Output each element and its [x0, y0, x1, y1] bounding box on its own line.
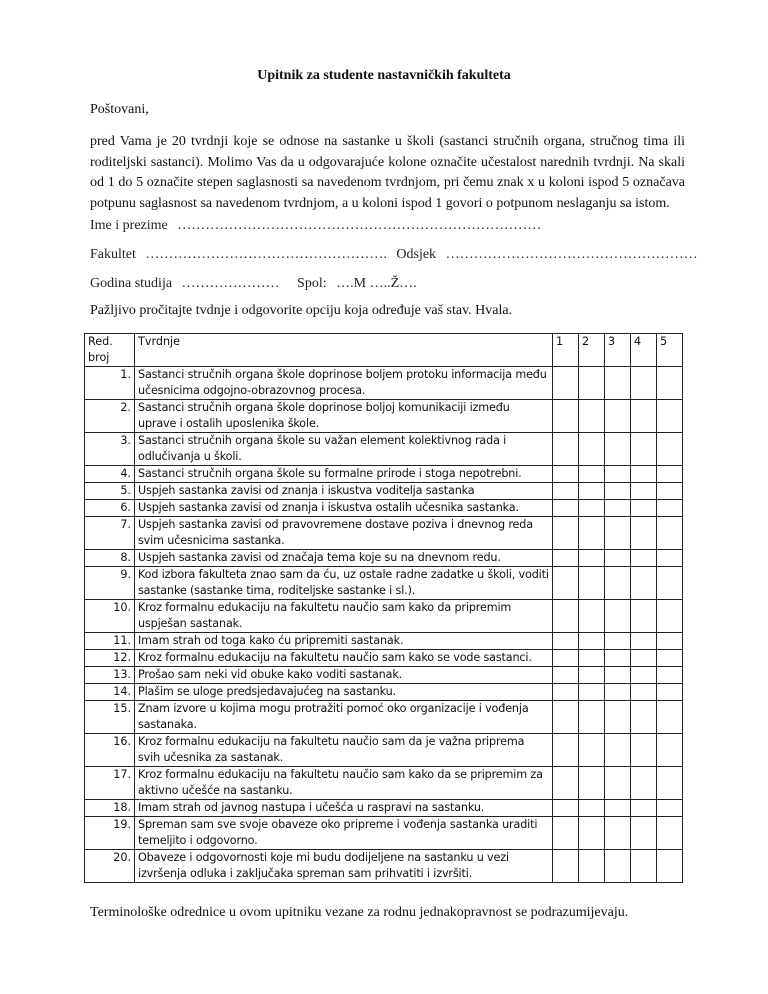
rating-cell-2[interactable] [579, 850, 605, 883]
rating-cell-1[interactable] [553, 667, 579, 684]
instruction-text: Pažljivo pročitajte tvdnje i odgovorite opciju koja određuje vaš stav. Hvala. [90, 303, 513, 318]
rating-cell-1[interactable] [553, 684, 579, 701]
rating-cell-3[interactable] [605, 567, 631, 600]
header-scale-4: 4 [631, 334, 657, 367]
rating-cell-5[interactable] [657, 466, 683, 483]
statement-text: Kroz formalnu edukaciju na fakultetu naučio sam kako da pripremim uspješan sastanak. [135, 600, 553, 633]
row-number: 6. [85, 500, 135, 517]
rating-cell-3[interactable] [605, 667, 631, 684]
row-number: 17. [85, 767, 135, 800]
rating-cell-2[interactable] [579, 684, 605, 701]
row-number: 18. [85, 800, 135, 817]
rating-cell-1[interactable] [553, 650, 579, 667]
table-row [85, 667, 683, 684]
rating-cell-5[interactable] [657, 400, 683, 433]
statement-text: Sastanci stručnih organa škole doprinose boljoj komunikaciji između uprave i ostalih uposlenika škole. [135, 400, 553, 433]
rating-cell-5[interactable] [657, 734, 683, 767]
row-number: 15. [85, 701, 135, 734]
greeting: Poštovani, [90, 102, 149, 117]
table-row [85, 500, 683, 517]
rating-cell-4[interactable] [631, 500, 657, 517]
rating-cell-2[interactable] [579, 500, 605, 517]
rating-cell-4[interactable] [631, 466, 657, 483]
rating-cell-1[interactable] [553, 567, 579, 600]
rating-cell-1[interactable] [553, 550, 579, 567]
header-scale-1: 1 [553, 334, 579, 367]
rating-cell-5[interactable] [657, 767, 683, 800]
table-row [85, 400, 683, 433]
rating-cell-1[interactable] [553, 483, 579, 500]
statement-text: Imam strah od toga kako ću pripremiti sastanak. [135, 633, 553, 650]
table-row [85, 367, 683, 400]
rating-cell-4[interactable] [631, 701, 657, 734]
year-label: Godina studija [90, 276, 173, 291]
rating-cell-3[interactable] [605, 517, 631, 550]
rating-cell-5[interactable] [657, 800, 683, 817]
rating-cell-1[interactable] [553, 633, 579, 650]
rating-cell-5[interactable] [657, 433, 683, 466]
sex-field[interactable]: ….M …..Ž…. [336, 276, 417, 291]
rating-cell-3[interactable] [605, 633, 631, 650]
rating-cell-2[interactable] [579, 367, 605, 400]
statement-text: Sastanci stručnih organa škole su formalne prirode i stoga nepotrebni. [135, 466, 553, 483]
table-row [85, 517, 683, 550]
rating-cell-3[interactable] [605, 500, 631, 517]
rating-cell-5[interactable] [657, 483, 683, 500]
rating-cell-4[interactable] [631, 767, 657, 800]
rating-cell-2[interactable] [579, 483, 605, 500]
sex-label: Spol: [297, 276, 327, 291]
rating-cell-4[interactable] [631, 367, 657, 400]
row-number: 5. [85, 483, 135, 500]
statement-text: Sastanci stručnih organa škole su važan element kolektivnog rada i odlučivanja u školi. [135, 433, 553, 466]
rating-cell-2[interactable] [579, 701, 605, 734]
year-sex-field-line [90, 276, 417, 292]
rating-cell-4[interactable] [631, 684, 657, 701]
rating-cell-4[interactable] [631, 567, 657, 600]
rating-cell-2[interactable] [579, 517, 605, 550]
rating-cell-1[interactable] [553, 367, 579, 400]
rating-cell-5[interactable] [657, 567, 683, 600]
rating-cell-5[interactable] [657, 684, 683, 701]
rating-cell-3[interactable] [605, 400, 631, 433]
rating-cell-3[interactable] [605, 550, 631, 567]
rating-cell-5[interactable] [657, 517, 683, 550]
rating-cell-1[interactable] [553, 433, 579, 466]
row-number: 14. [85, 684, 135, 701]
statement-text: Uspjeh sastanka zavisi od znanja i iskustva voditelja sastanka [135, 483, 553, 500]
table-row [85, 850, 683, 883]
row-number: 8. [85, 550, 135, 567]
rating-cell-1[interactable] [553, 500, 579, 517]
rating-cell-5[interactable] [657, 550, 683, 567]
rating-cell-5[interactable] [657, 667, 683, 684]
rating-cell-1[interactable] [553, 400, 579, 433]
statement-text: Uspjeh sastanka zavisi od pravovremene dostave poziva i dnevnog reda svim učesnicima sastanka. [135, 517, 553, 550]
statement-text: Uspjeh sastanka zavisi od znanja i iskustva ostalih učesnika sastanka. [135, 500, 553, 517]
faculty-label: Fakultet [90, 247, 136, 262]
row-number: 3. [85, 433, 135, 466]
statement-text: Obaveze i odgovornosti koje mi budu dodijeljene na sastanku u vezi izvršenja odluka i zaključaka spreman sam prihvatiti i izvršiti. [135, 850, 553, 883]
rating-cell-4[interactable] [631, 633, 657, 650]
rating-cell-4[interactable] [631, 550, 657, 567]
statement-text: Kod izbora fakulteta znao sam da ću, uz ostale radne zadatke u školi, voditi sastanke (sastanke tima, roditeljske sastanke i sl.). [135, 567, 553, 600]
rating-cell-3[interactable] [605, 483, 631, 500]
row-number: 19. [85, 817, 135, 850]
rating-cell-1[interactable] [553, 734, 579, 767]
rating-cell-2[interactable] [579, 667, 605, 684]
faculty-field[interactable]: ……………………………………………. [145, 247, 387, 262]
rating-cell-3[interactable] [605, 817, 631, 850]
year-field[interactable]: ………………… [181, 276, 280, 291]
table-row [85, 767, 683, 800]
statement-text: Spreman sam sve svoje obaveze oko pripreme i vođenja sastanka uraditi temeljito i odgovorno. [135, 817, 553, 850]
rating-cell-3[interactable] [605, 767, 631, 800]
rating-cell-2[interactable] [579, 734, 605, 767]
rating-cell-3[interactable] [605, 367, 631, 400]
rating-cell-3[interactable] [605, 600, 631, 633]
row-number: 11. [85, 633, 135, 650]
rating-cell-1[interactable] [553, 600, 579, 633]
statement-text: Znam izvore u kojima mogu protražiti pomoć oko organizacije i vođenja sastanaka. [135, 701, 553, 734]
rating-cell-4[interactable] [631, 650, 657, 667]
rating-cell-5[interactable] [657, 633, 683, 650]
rating-cell-3[interactable] [605, 734, 631, 767]
table-row [85, 684, 683, 701]
rating-cell-1[interactable] [553, 800, 579, 817]
rating-cell-2[interactable] [579, 550, 605, 567]
table-row [85, 567, 683, 600]
row-number: 9. [85, 567, 135, 600]
row-number: 16. [85, 734, 135, 767]
rating-cell-4[interactable] [631, 600, 657, 633]
rating-cell-1[interactable] [553, 817, 579, 850]
table-row [85, 734, 683, 767]
table-row [85, 466, 683, 483]
statement-text: Kroz formalnu edukaciju na fakultetu naučio sam kako se vode sastanci. [135, 650, 553, 667]
rating-cell-2[interactable] [579, 800, 605, 817]
dept-field[interactable]: ……………………………………………… [445, 247, 698, 262]
row-number: 20. [85, 850, 135, 883]
rating-cell-1[interactable] [553, 850, 579, 883]
statement-text: Kroz formalnu edukaciju na fakultetu naučio sam kako da se pripremim za aktivno učešće na sastanku. [135, 767, 553, 800]
rating-cell-4[interactable] [631, 850, 657, 883]
header-scale-2: 2 [579, 334, 605, 367]
rating-cell-3[interactable] [605, 650, 631, 667]
rating-cell-5[interactable] [657, 701, 683, 734]
rating-cell-5[interactable] [657, 650, 683, 667]
table-row [85, 600, 683, 633]
row-number: 7. [85, 517, 135, 550]
header-scale-5: 5 [657, 334, 683, 367]
name-field-line [90, 218, 541, 234]
row-number: 1. [85, 367, 135, 400]
rating-cell-4[interactable] [631, 667, 657, 684]
rating-cell-3[interactable] [605, 701, 631, 734]
rating-cell-3[interactable] [605, 684, 631, 701]
table-row [85, 483, 683, 500]
table-row [85, 701, 683, 734]
rating-cell-5[interactable] [657, 500, 683, 517]
statement-text: Imam strah od javnog nastupa i učešća u raspravi na sastanku. [135, 800, 553, 817]
table-row [85, 550, 683, 567]
intro-paragraph: pred Vama je 20 tvrdnji koje se odnose na sastanke u školi (sastanci stručnih organa, stručnog tima ili roditeljski sastanci). Molimo Vas da u odgovarajuće kolone označite učestalost narednih tvrdnji. Na skali od 1 do 5 označite stepen saglasnosti sa navedenom tvrdnjom, pri čemu znak x u koloni ispod 5 označava potpunu saglasnost sa navedenom tvrdnjom, a u koloni ispod 1 govori o potpunom neslaganju sa istom. [90, 134, 685, 211]
rating-cell-4[interactable] [631, 400, 657, 433]
rating-cell-2[interactable] [579, 600, 605, 633]
table-row [85, 817, 683, 850]
rating-cell-3[interactable] [605, 800, 631, 817]
statement-text: Sastanci stručnih organa škole doprinose boljem protoku informacija među učesnicima odgojno-obrazovnog procesa. [135, 367, 553, 400]
header-statements: Tvrdnje [135, 334, 553, 367]
name-label: Ime i prezime [90, 218, 168, 233]
rating-cell-4[interactable] [631, 483, 657, 500]
rating-cell-4[interactable] [631, 433, 657, 466]
rating-cell-1[interactable] [553, 701, 579, 734]
table-row [85, 650, 683, 667]
rating-cell-1[interactable] [553, 466, 579, 483]
table-row [85, 433, 683, 466]
rating-cell-2[interactable] [579, 767, 605, 800]
footer-note: Terminološke odrednice u ovom upitniku vezane za rodnu jednakopravnost se podrazumijevaju. [90, 905, 629, 920]
table-row [85, 800, 683, 817]
row-number: 4. [85, 466, 135, 483]
rating-cell-4[interactable] [631, 517, 657, 550]
dept-label: Odsjek [396, 247, 437, 262]
page-title: Upitnik za studente nastavničkih fakulteta [257, 68, 511, 83]
rating-cell-2[interactable] [579, 633, 605, 650]
table-row [85, 633, 683, 650]
rating-cell-4[interactable] [631, 817, 657, 850]
faculty-field-line [90, 247, 698, 263]
name-field[interactable]: …………………………………………………………………… [177, 218, 542, 233]
statement-text: Uspjeh sastanka zavisi od značaja tema koje su na dnevnom redu. [135, 550, 553, 567]
rating-cell-2[interactable] [579, 650, 605, 667]
rating-cell-2[interactable] [579, 567, 605, 600]
row-number: 12. [85, 650, 135, 667]
statement-text: Prošao sam neki vid obuke kako voditi sastanak. [135, 667, 553, 684]
rating-cell-1[interactable] [553, 517, 579, 550]
header-row-number: Red. broj [85, 334, 135, 367]
row-number: 10. [85, 600, 135, 633]
table-header-row [85, 334, 683, 367]
statement-text: Plašim se uloge predsjedavajućeg na sastanku. [135, 684, 553, 701]
rating-cell-3[interactable] [605, 466, 631, 483]
rating-cell-1[interactable] [553, 767, 579, 800]
row-number: 2. [85, 400, 135, 433]
rating-cell-4[interactable] [631, 800, 657, 817]
statements-table [84, 333, 683, 883]
rating-cell-4[interactable] [631, 734, 657, 767]
rating-cell-3[interactable] [605, 433, 631, 466]
rating-cell-2[interactable] [579, 400, 605, 433]
rating-cell-2[interactable] [579, 433, 605, 466]
row-number: 13. [85, 667, 135, 684]
rating-cell-2[interactable] [579, 466, 605, 483]
rating-cell-5[interactable] [657, 817, 683, 850]
rating-cell-5[interactable] [657, 600, 683, 633]
rating-cell-3[interactable] [605, 850, 631, 883]
rating-cell-5[interactable] [657, 850, 683, 883]
header-scale-3: 3 [605, 334, 631, 367]
statement-text: Kroz formalnu edukaciju na fakultetu naučio sam da je važna priprema svih učesnika za sastanak. [135, 734, 553, 767]
rating-cell-2[interactable] [579, 817, 605, 850]
rating-cell-5[interactable] [657, 367, 683, 400]
